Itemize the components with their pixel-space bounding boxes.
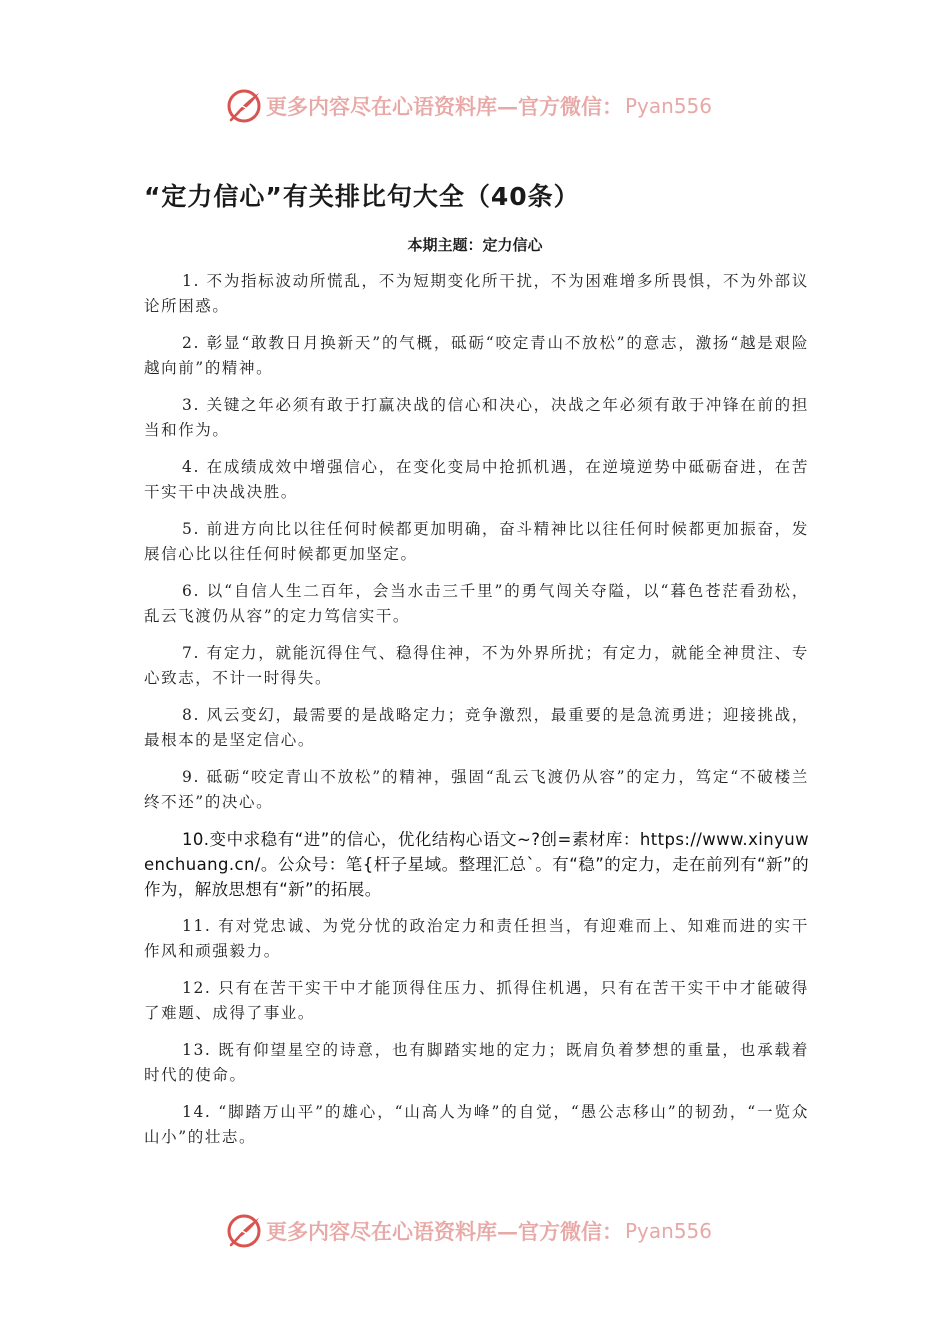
list-item: 13. 既有仰望星空的诗意，也有脚踏实地的定力；既肩负着梦想的重量，也承载着时代的使命。 [144,1041,809,1084]
page-subtitle: 本期主题：定力信心 [407,236,543,254]
footer-brand-text: 更多内容尽在心语资料库—官方微信： [266,1219,623,1244]
quill-pen-logo-icon [226,88,262,124]
list-item: 9. 砥砺“咬定青山不放松”的精神，强固“乱云飞渡仍从容”的定力，笃定“不破楼兰终不还”的决心。 [144,768,809,811]
header-brand-text: 更多内容尽在心语资料库—官方微信： [266,94,623,119]
list-item: 11. 有对党忠诚、为党分忧的政治定力和责任担当，有迎难而上、知难而进的实干作风和顽强毅力。 [144,917,809,960]
list-item: 4. 在成绩成效中增强信心，在变化变局中抢抓机遇，在逆境逆势中砥砺奋进，在苦干实干中决战决胜。 [144,458,809,501]
header-wechat-handle: Pyan556 [625,94,713,118]
footer-wechat-handle: Pyan556 [625,1219,713,1243]
header-watermark [226,86,712,126]
list-item: 3. 关键之年必须有敢于打赢决战的信心和决心，决战之年必须有敢于冲锋在前的担当和作为。 [144,396,809,439]
list-item: 1. 不为指标波动所慌乱，不为短期变化所干扰，不为困难增多所畏惧，不为外部议论所困惑。 [144,272,809,315]
list-item: 7. 有定力，就能沉得住气、稳得住神，不为外界所扰；有定力，就能全神贯注、专心致志，不计一时得失。 [144,644,809,687]
list-item: 12. 只有在苦干实干中才能顶得住压力、抓得住机遇，只有在苦干实干中才能破得了难题、成得了事业。 [144,979,809,1022]
list-item: 6. 以“自信人生二百年，会当水击三千里”的勇气闯关夺隘，以“暮色苍茫看劲松，乱云飞渡仍从容”的定力笃信实干。 [144,582,809,625]
footer-watermark [226,1211,712,1251]
sentence-list [144,269,809,1162]
list-item: 8. 风云变幻，最需要的是战略定力；竞争激烈，最重要的是急流勇进；迎接挑战，最根本的是坚定信心。 [144,706,809,749]
list-item-with-link: 10.变中求稳有“进”的信心，优化结构心语文~?创=素材库：https://www.xinyuwenchuang.cn/。公众号：笔{杆子星域。整理汇总`。有“稳”的定力，走在前列有“新”的作为，解放思想有“新”的拓展。 [144,830,809,899]
list-item: 2. 彰显“敢教日月换新天”的气概，砥砺“咬定青山不放松”的意志，激扬“越是艰险越向前”的精神。 [144,334,809,377]
quill-pen-logo-icon [226,1213,262,1249]
list-item: 14. “脚踏万山平”的雄心，“山高人为峰”的自觉，“愚公志移山”的韧劲，“一览众山小”的壮志。 [144,1103,809,1146]
list-item: 5. 前进方向比以往任何时候都更加明确，奋斗精神比以往任何时候都更加振奋，发展信心比以往任何时候都更加坚定。 [144,520,809,563]
page-title: “定力信心”有关排比句大全（40条） [144,182,580,211]
